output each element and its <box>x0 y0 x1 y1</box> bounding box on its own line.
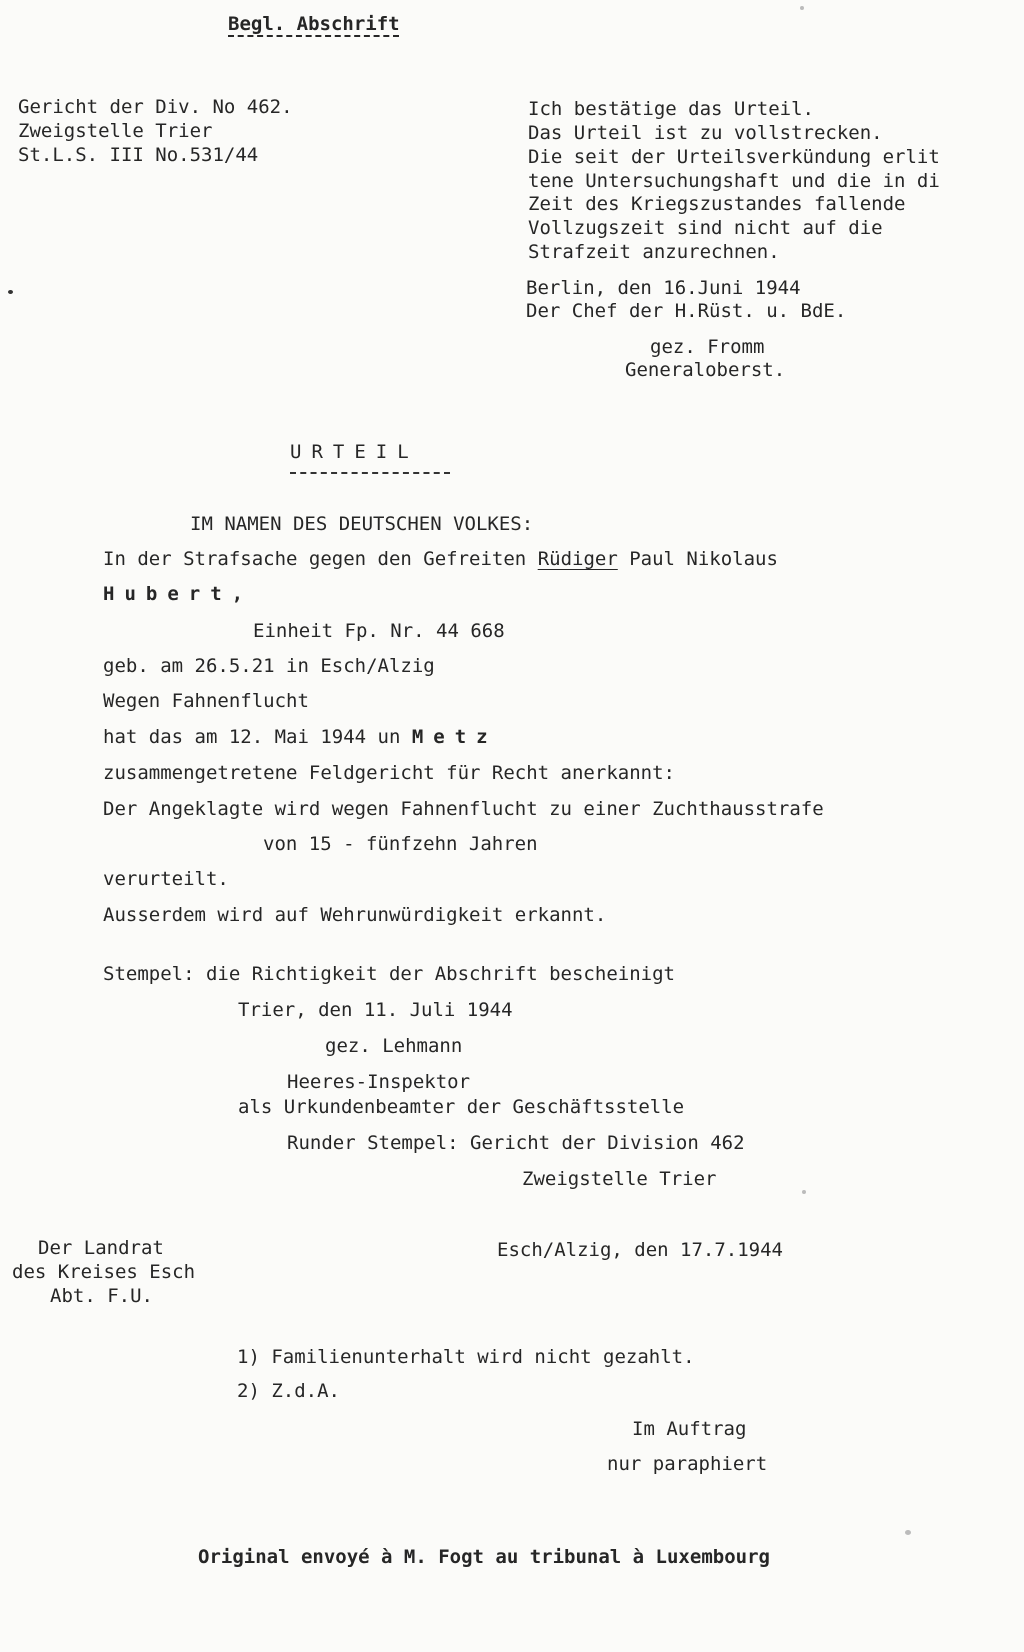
document-title: Begl. Abschrift <box>228 13 400 35</box>
additional-ruling: Ausserdem wird auf Wehrunwürdigkeit erkannt. <box>103 904 607 926</box>
note-item: 2) Z.d.A. <box>237 1380 340 1402</box>
stamp-line: Runder Stempel: Gericht der Division 462 <box>287 1132 745 1154</box>
defendant-birth: geb. am 26.5.21 in Esch/Alzig <box>103 655 435 677</box>
confirmation-line: Strafzeit anzurechnen. <box>528 241 780 263</box>
court-name: Gericht der Div. No 462. <box>18 96 293 118</box>
scan-speck <box>905 1530 911 1535</box>
note-item: 1) Familienunterhalt wird nicht gezahlt. <box>237 1346 695 1368</box>
landrat-district: des Kreises Esch <box>12 1261 196 1283</box>
stamp-line: als Urkundenbeamter der Geschäftsstelle <box>238 1096 685 1118</box>
first-name: Rüdiger <box>537 548 618 570</box>
stamp-line: Zweigstelle Trier <box>522 1168 717 1190</box>
defendant-surname: Hubert, <box>103 583 254 605</box>
court-city: Metz <box>411 726 498 748</box>
stamp-line: Stempel: die Richtigkeit der Abschrift bescheinigt <box>103 963 675 985</box>
confirmation-office: Der Chef der H.Rüst. u. BdE. <box>526 300 847 322</box>
confirmation-line: tene Untersuchungshaft und die in di <box>528 170 940 192</box>
court-reference: St.L.S. III No.531/44 <box>18 144 259 166</box>
confirmation-rank: Generaloberst. <box>625 359 786 381</box>
confirmation-line: Das Urteil ist zu vollstrecken. <box>528 122 883 144</box>
order-line: Im Auftrag <box>632 1418 747 1440</box>
confirmation-line: Die seit der Urteilsverkündung erlit <box>528 146 940 168</box>
court-branch: Zweigstelle Trier <box>18 120 213 142</box>
scan-speck <box>802 1190 806 1194</box>
order-line: nur paraphiert <box>607 1453 768 1475</box>
confirmation-line: Vollzugszeit sind nicht auf die <box>528 217 883 239</box>
sentence-term: von 15 - fünfzehn Jahren <box>263 833 538 855</box>
scan-speck <box>800 6 804 10</box>
verdict-in-name: IM NAMEN DES DEUTSCHEN VOLKES: <box>190 513 534 535</box>
sentence: Der Angeklagte wird wegen Fahnenflucht zu einer Zuchthausstrafe <box>103 798 824 820</box>
case-line <box>103 547 778 571</box>
heading-rule <box>290 472 450 474</box>
stamp-line: Heeres-Inspektor <box>287 1071 471 1093</box>
case-prefix: In der Strafsache gegen den Gefreiten <box>103 548 538 570</box>
stamp-line: gez. Lehmann <box>325 1035 463 1057</box>
court-session-text: hat das am 12. Mai 1944 un <box>103 726 412 748</box>
landrat-department: Abt. F.U. <box>50 1285 153 1307</box>
confirmation-line: Ich bestätige das Urteil. <box>528 98 814 120</box>
confirmation-line: Zeit des Kriegszustandes fallende <box>528 193 906 215</box>
verdict-heading: URTEIL <box>290 441 419 463</box>
scan-speck <box>8 290 13 294</box>
case-suffix: Paul Nikolaus <box>617 548 778 570</box>
court-session <box>103 725 498 749</box>
landrat-date: Esch/Alzig, den 17.7.1944 <box>497 1239 783 1261</box>
confirmation-place-date: Berlin, den 16.Juni 1944 <box>526 277 801 299</box>
convicted: verurteilt. <box>103 868 229 890</box>
court-assembled: zusammengetretene Feldgericht für Recht anerkannt: <box>103 762 675 784</box>
defendant-unit: Einheit Fp. Nr. 44 668 <box>253 620 505 642</box>
footer-note: Original envoyé à M. Fogt au tribunal à Luxembourg <box>198 1546 770 1568</box>
landrat-title: Der Landrat <box>38 1237 164 1259</box>
confirmation-signature: gez. Fromm <box>650 336 765 358</box>
stamp-line: Trier, den 11. Juli 1944 <box>238 999 513 1021</box>
charge: Wegen Fahnenflucht <box>103 690 309 712</box>
